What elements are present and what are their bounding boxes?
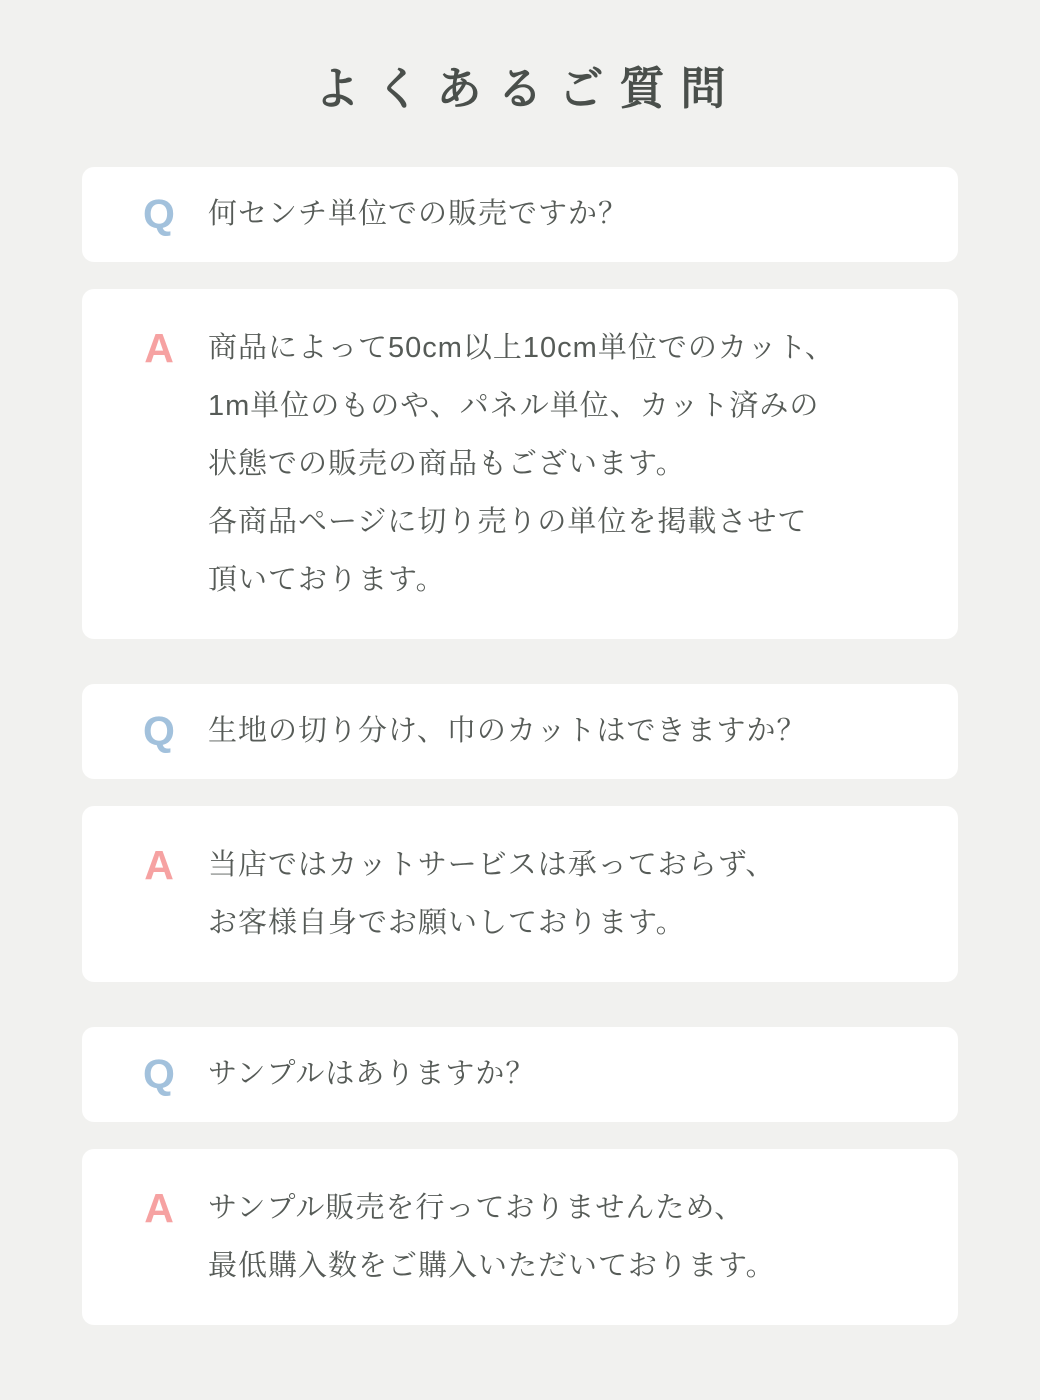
answer-text: 当店ではカットサービスは承っておらず、 お客様自身でお願いしております。 — [208, 849, 776, 939]
answer-text: サンプル販売を行っておりませんため、 最低購入数をご購入いただいております。 — [208, 1192, 776, 1282]
question-card — [82, 167, 958, 262]
faq-list — [82, 167, 958, 1325]
question-card — [82, 1027, 958, 1122]
faq-item — [82, 684, 958, 982]
faq-item — [82, 167, 958, 639]
answer-marker: A — [144, 1185, 174, 1231]
answer-card — [82, 1149, 958, 1325]
answer-marker: A — [144, 325, 174, 371]
question-marker: Q — [143, 191, 175, 237]
question-text: サンプルはありますか？ — [208, 1058, 536, 1091]
page-title: よくあるご質問 — [314, 63, 742, 114]
question-text: 生地の切り分け、巾のカットはできますか？ — [208, 715, 807, 748]
answer-card — [82, 806, 958, 982]
answer-marker: A — [144, 842, 174, 888]
question-marker: Q — [143, 708, 175, 754]
faq-item — [82, 1027, 958, 1325]
answer-text: 商品によって50cm以上10cm単位でのカット、 1m単位のものや、パネル単位、カット済みの 状態での販売の商品もございます。 各商品ページに切り売りの単位を掲載させて 頂いております。 — [208, 332, 835, 596]
question-card — [82, 684, 958, 779]
answer-card — [82, 289, 958, 639]
question-text: 何センチ単位での販売ですか？ — [208, 198, 629, 231]
faq-page — [82, 0, 958, 1325]
question-marker: Q — [143, 1051, 175, 1097]
